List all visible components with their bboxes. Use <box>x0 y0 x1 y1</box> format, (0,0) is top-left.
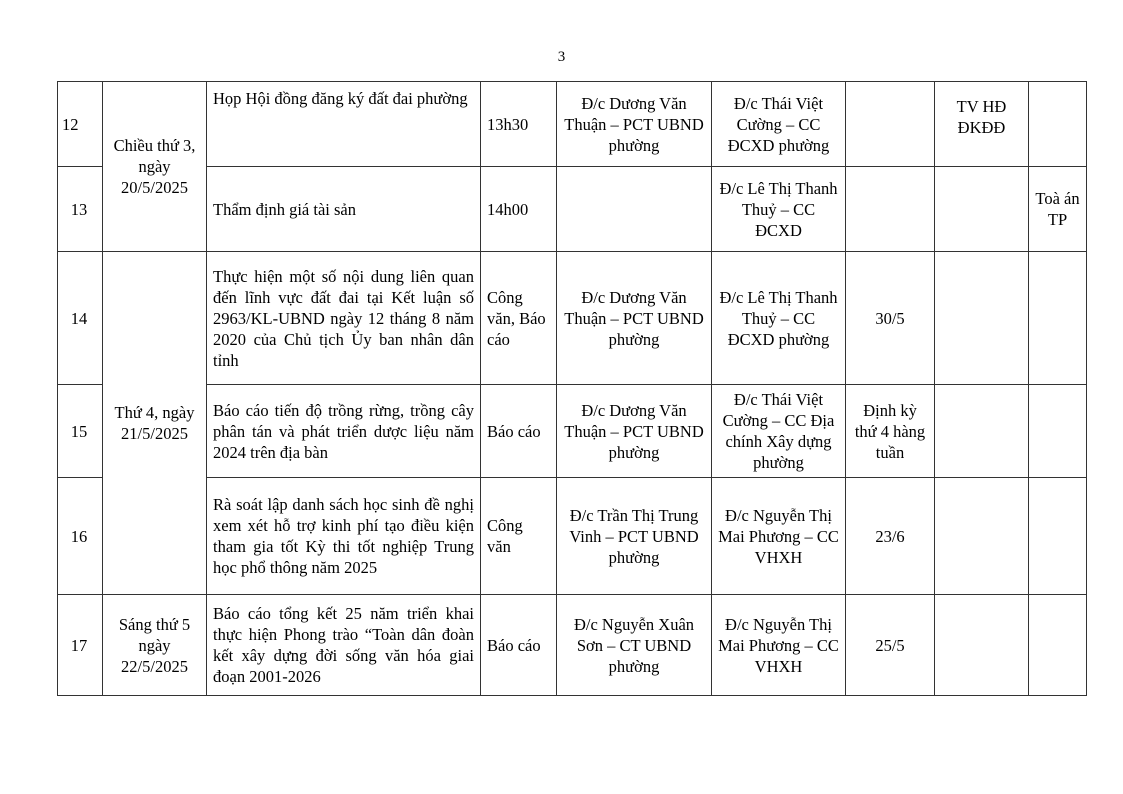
leader-cell: Đ/c Dương Văn Thuận – PCT UBND phường <box>557 385 712 478</box>
form-cell: Báo cáo <box>481 385 557 478</box>
content-cell: Họp Hội đồng đăng ký đất đai phường <box>207 82 481 167</box>
coordinate-cell <box>935 478 1029 595</box>
coordinate-cell <box>935 252 1029 385</box>
content-cell: Báo cáo tiến độ trồng rừng, trồng cây phân tán và phát triển dược liệu năm 2024 trên địa bàn <box>207 385 481 478</box>
table-row <box>58 252 1087 385</box>
content-cell: Thực hiện một số nội dung liên quan đến lĩnh vực đất đai tại Kết luận số 2963/KL-UBND ngày 12 tháng 8 năm 2020 của Chủ tịch Ủy ban nhân dân tỉnh <box>207 252 481 385</box>
deadline-cell: 30/5 <box>846 252 935 385</box>
form-cell: Công văn, Báo cáo <box>481 252 557 385</box>
lead-unit-cell: Đ/c Nguyễn Thị Mai Phương – CC VHXH <box>712 595 846 696</box>
lead-unit-cell: Đ/c Thái Việt Cường – CC ĐCXD phường <box>712 82 846 167</box>
deadline-cell: 25/5 <box>846 595 935 696</box>
page-number: 3 <box>557 49 566 65</box>
row-number: 15 <box>58 385 103 478</box>
table-row <box>58 385 1087 478</box>
form-cell: Báo cáo <box>481 595 557 696</box>
coordinate-cell <box>935 167 1029 252</box>
lead-unit-cell: Đ/c Thái Việt Cường – CC Địa chính Xây dựng phường <box>712 385 846 478</box>
note-cell: Toà án TP <box>1029 167 1087 252</box>
leader-cell: Đ/c Trần Thị Trung Vinh – PCT UBND phường <box>557 478 712 595</box>
row-number: 17 <box>58 595 103 696</box>
leader-cell: Đ/c Dương Văn Thuận – PCT UBND phường <box>557 252 712 385</box>
time-cell: Sáng thứ 5 ngày 22/5/2025 <box>103 595 207 696</box>
form-cell: 14h00 <box>481 167 557 252</box>
deadline-cell <box>846 167 935 252</box>
deadline-cell: Định kỳ thứ 4 hàng tuần <box>846 385 935 478</box>
table-row <box>58 478 1087 595</box>
row-number: 16 <box>58 478 103 595</box>
deadline-cell <box>846 82 935 167</box>
note-cell <box>1029 478 1087 595</box>
lead-unit-cell: Đ/c Lê Thị Thanh Thuỷ – CC ĐCXD phường <box>712 252 846 385</box>
coordinate-cell <box>935 595 1029 696</box>
time-cell: Thứ 4, ngày 21/5/2025 <box>103 252 207 595</box>
form-cell: 13h30 <box>481 82 557 167</box>
form-cell: Công văn <box>481 478 557 595</box>
content-cell: Thẩm định giá tài sản <box>207 167 481 252</box>
row-number: 12 <box>58 82 103 167</box>
lead-unit-cell: Đ/c Lê Thị Thanh Thuỷ – CC ĐCXD <box>712 167 846 252</box>
content-cell: Báo cáo tổng kết 25 năm triển khai thực hiện Phong trào “Toàn dân đoàn kết xây dựng đời sống văn hóa giai đoạn 2001-2026 <box>207 595 481 696</box>
table-row <box>58 82 1087 167</box>
leader-cell: Đ/c Nguyễn Xuân Sơn – CT UBND phường <box>557 595 712 696</box>
note-cell <box>1029 82 1087 167</box>
schedule-table <box>57 81 1087 696</box>
leader-cell <box>557 167 712 252</box>
content-cell: Rà soát lập danh sách học sinh đề nghị xem xét hỗ trợ kinh phí tạo điều kiện tham gia tốt Kỳ thi tốt nghiệp Trung học phổ thông năm 2025 <box>207 478 481 595</box>
coordinate-cell: TV HĐ ĐKĐĐ <box>935 82 1029 167</box>
deadline-cell: 23/6 <box>846 478 935 595</box>
row-number: 14 <box>58 252 103 385</box>
lead-unit-cell: Đ/c Nguyễn Thị Mai Phương – CC VHXH <box>712 478 846 595</box>
table-row <box>58 167 1087 252</box>
note-cell <box>1029 385 1087 478</box>
table-row <box>58 595 1087 696</box>
note-cell <box>1029 595 1087 696</box>
note-cell <box>1029 252 1087 385</box>
row-number: 13 <box>58 167 103 252</box>
coordinate-cell <box>935 385 1029 478</box>
leader-cell: Đ/c Dương Văn Thuận – PCT UBND phường <box>557 82 712 167</box>
time-cell: Chiều thứ 3, ngày 20/5/2025 <box>103 82 207 252</box>
